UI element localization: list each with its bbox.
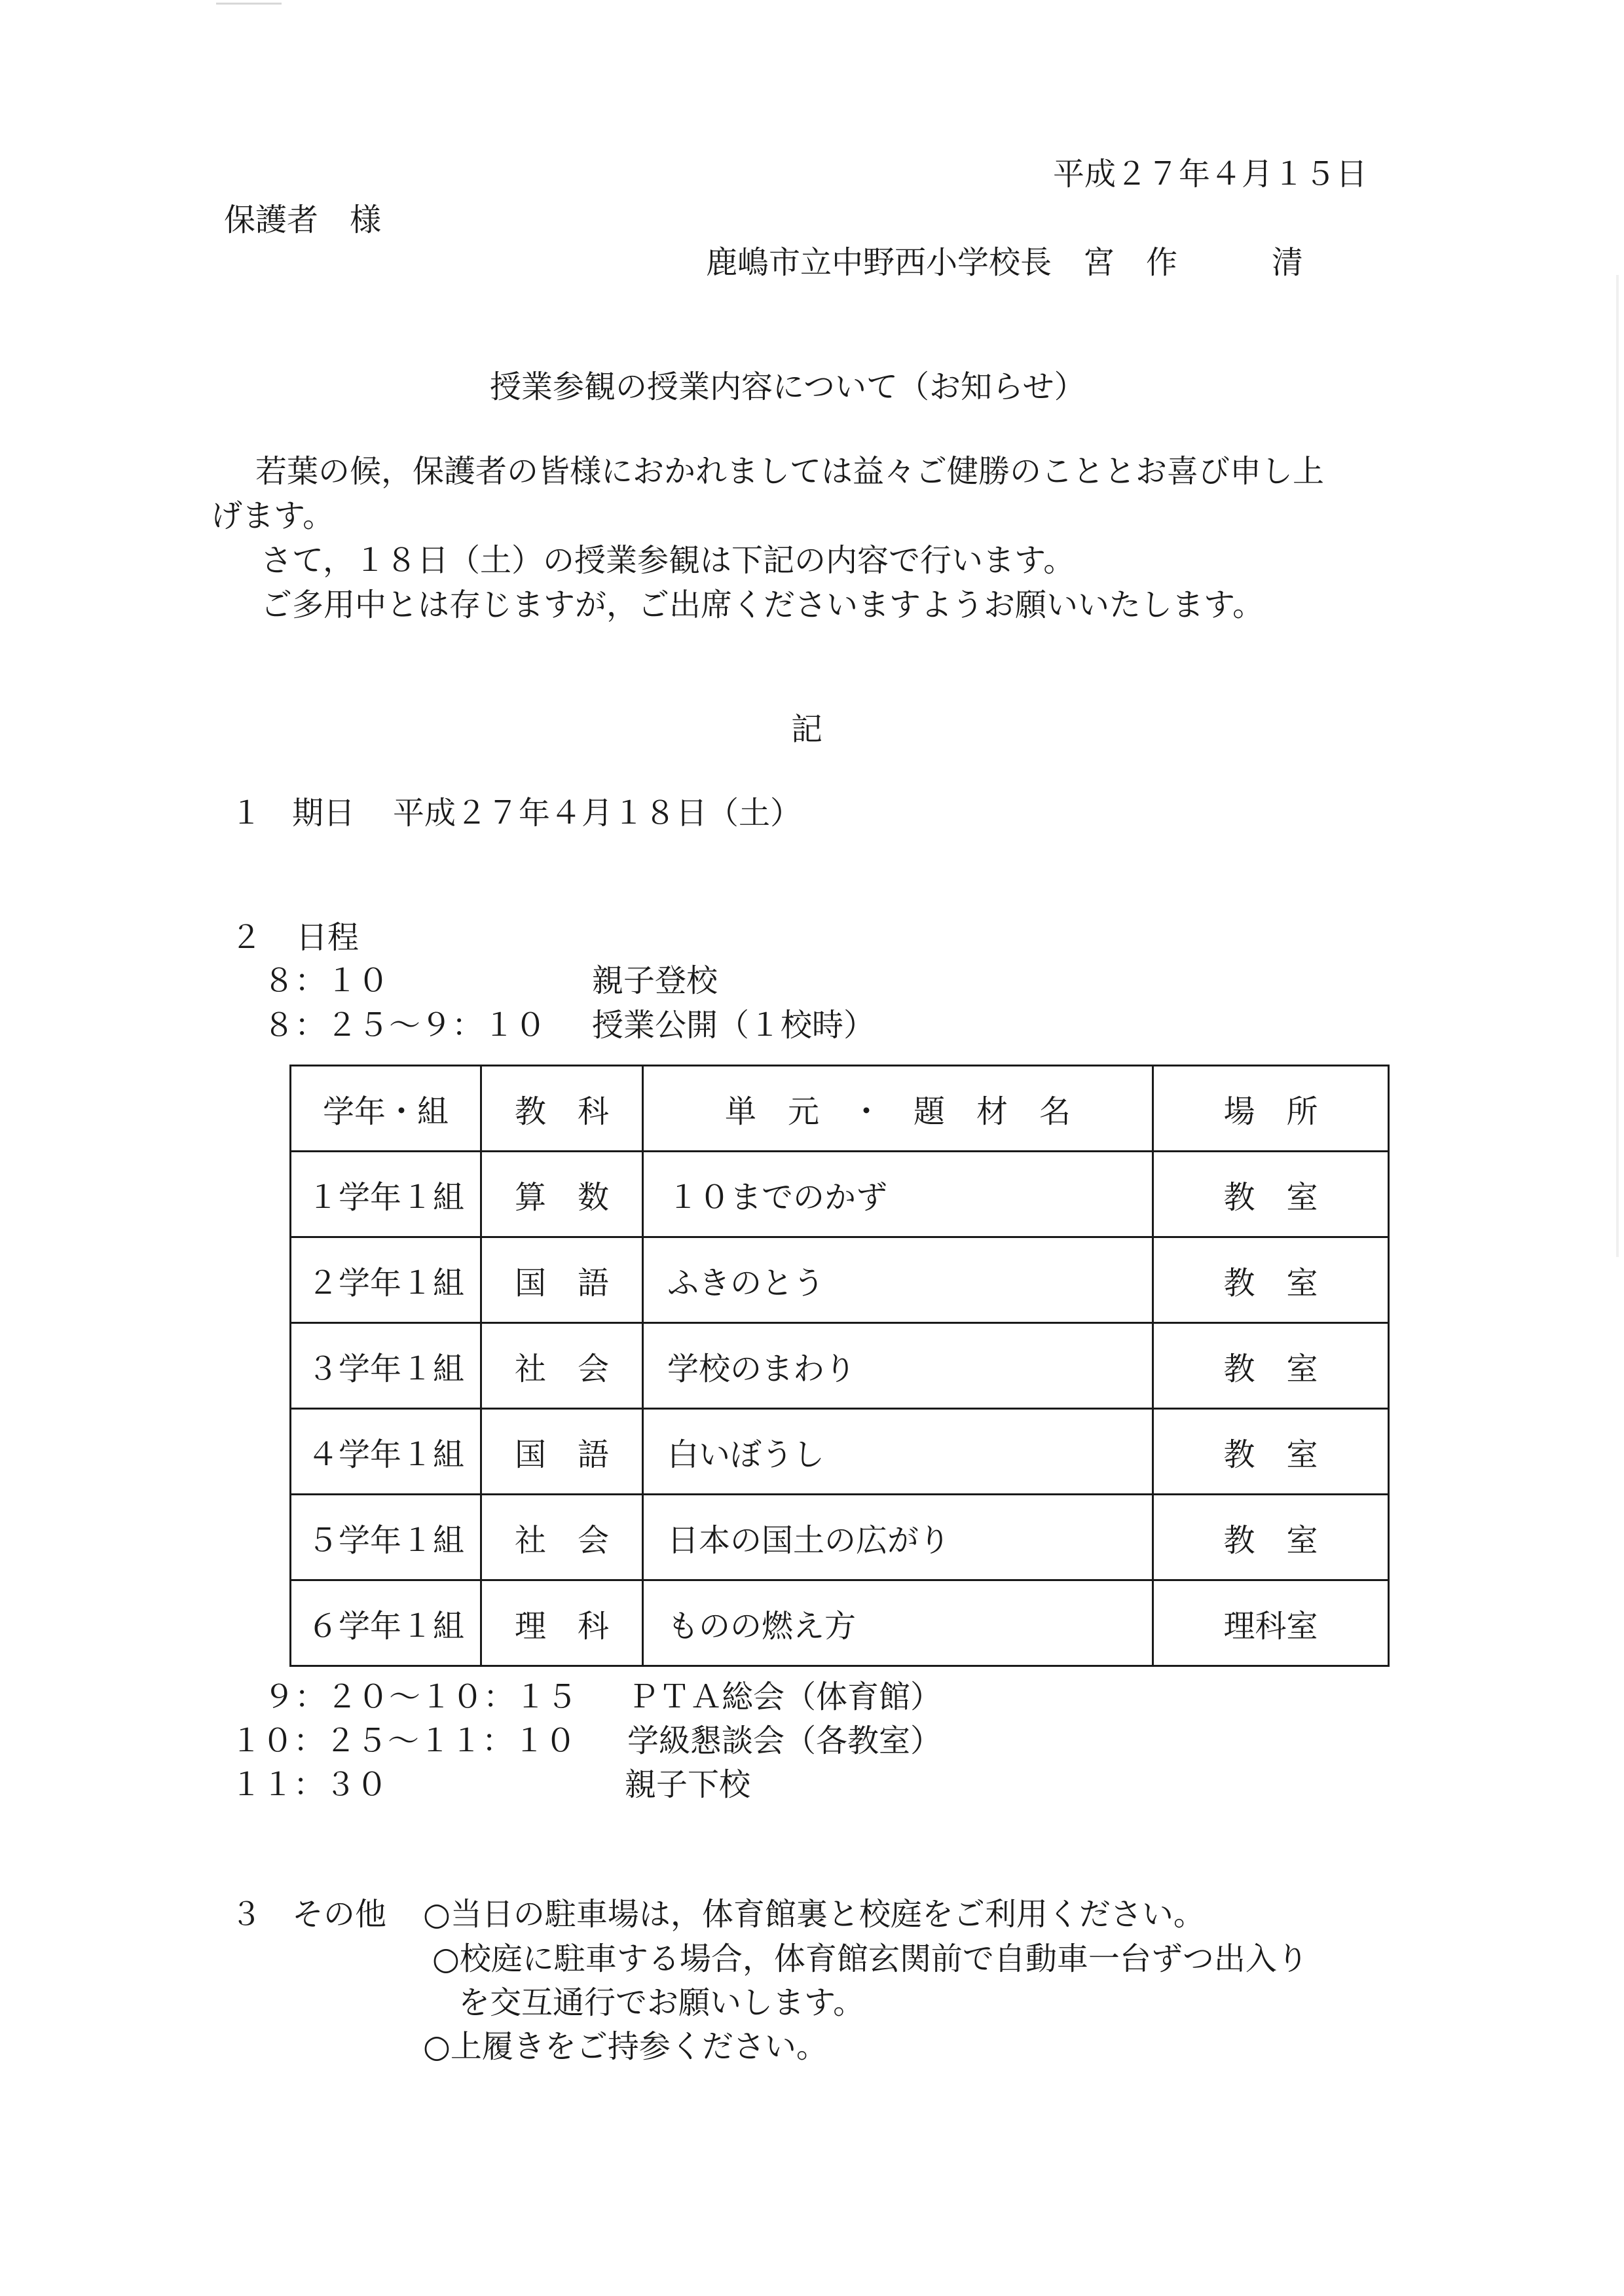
note-line: ○校庭に駐車する場合，体育館玄関前で自動車一台ずつ出入り bbox=[432, 1941, 1308, 1977]
cell-subject: 理 科 bbox=[481, 1580, 643, 1666]
table-header-row bbox=[291, 1066, 1389, 1152]
sender: 鹿嶋市立中野西小学校長 宮 作 清 bbox=[706, 244, 1304, 281]
schedule-time: ９：２０～１０：１５ bbox=[263, 1679, 578, 1715]
item2-number: ２ bbox=[231, 919, 263, 956]
table-row bbox=[291, 1495, 1389, 1580]
cell-class: ３学年１組 bbox=[291, 1323, 481, 1409]
cell-class: ５学年１組 bbox=[291, 1495, 481, 1580]
cell-subject: 社 会 bbox=[481, 1323, 643, 1409]
note-line: を交互通行でお願いします。 bbox=[458, 1984, 865, 2021]
table-row bbox=[291, 1152, 1389, 1237]
schedule-time: １１：３０ bbox=[231, 1766, 388, 1803]
table-row bbox=[291, 1580, 1389, 1666]
body-line-2: げます。 bbox=[211, 498, 335, 534]
body-line-4: ご多用中とは存じますが，ご出席くださいますようお願いいたします。 bbox=[261, 587, 1264, 623]
cell-unit: ものの燃え方 bbox=[643, 1580, 1153, 1666]
body-line-1: 若葉の候，保護者の皆様におかれましては益々ご健勝のこととお喜び申し上 bbox=[255, 453, 1325, 490]
recipient: 保護者 様 bbox=[224, 202, 382, 238]
cell-unit: 学校のまわり bbox=[643, 1323, 1153, 1409]
scan-edge bbox=[1616, 275, 1619, 1257]
cell-subject: 社 会 bbox=[481, 1495, 643, 1580]
cell-class: ４学年１組 bbox=[291, 1409, 481, 1495]
cell-subject: 算 数 bbox=[481, 1152, 643, 1237]
cell-class: １学年１組 bbox=[291, 1152, 481, 1237]
schedule-event: 授業公開（１校時） bbox=[592, 1007, 876, 1044]
scan-mark bbox=[216, 3, 282, 5]
body-line-3: さて，１８日（土）の授業参観は下記の内容で行います。 bbox=[261, 542, 1075, 579]
column-header-unit: 単 元 ・ 題 材 名 bbox=[643, 1066, 1153, 1152]
cell-place: 教 室 bbox=[1153, 1323, 1389, 1409]
schedule-time: ８：１０ bbox=[263, 962, 390, 999]
ki-heading: 記 bbox=[791, 711, 823, 748]
cell-unit: 白いぼうし bbox=[643, 1409, 1153, 1495]
schedule-time: ８：２５～９：１０ bbox=[263, 1007, 547, 1044]
class-schedule-table bbox=[289, 1065, 1390, 1667]
note-line: ○上履きをご持参ください。 bbox=[423, 2028, 828, 2065]
item3-label: その他 bbox=[292, 1896, 387, 1933]
cell-place: 理科室 bbox=[1153, 1580, 1389, 1666]
schedule-event: 学級懇談会（各教室） bbox=[627, 1722, 942, 1759]
cell-class: ６学年１組 bbox=[291, 1580, 481, 1666]
cell-place: 教 室 bbox=[1153, 1152, 1389, 1237]
cell-subject: 国 語 bbox=[481, 1409, 643, 1495]
cell-subject: 国 語 bbox=[481, 1237, 643, 1323]
table-row bbox=[291, 1409, 1389, 1495]
item1-value: 平成２７年４月１８日（土） bbox=[393, 795, 802, 831]
cell-unit: ふきのとう bbox=[643, 1237, 1153, 1323]
column-header-class: 学年・組 bbox=[291, 1066, 481, 1152]
item2-label: 日程 bbox=[296, 919, 360, 956]
table-row bbox=[291, 1323, 1389, 1409]
document-title: 授業参観の授業内容について（お知らせ） bbox=[490, 369, 1086, 405]
item1-label: 期日 bbox=[292, 795, 356, 831]
table-row bbox=[291, 1237, 1389, 1323]
document-date: 平成２７年４月１５日 bbox=[1053, 156, 1368, 192]
schedule-time: １０：２５～１１：１０ bbox=[231, 1722, 577, 1759]
schedule-event: 親子下校 bbox=[625, 1766, 751, 1803]
column-header-place: 場 所 bbox=[1153, 1066, 1389, 1152]
column-header-subject: 教 科 bbox=[481, 1066, 643, 1152]
cell-place: 教 室 bbox=[1153, 1237, 1389, 1323]
cell-unit: 日本の国土の広がり bbox=[643, 1495, 1153, 1580]
schedule-event: 親子登校 bbox=[592, 962, 718, 999]
cell-class: ２学年１組 bbox=[291, 1237, 481, 1323]
cell-unit: １０までのかず bbox=[643, 1152, 1153, 1237]
cell-place: 教 室 bbox=[1153, 1409, 1389, 1495]
cell-place: 教 室 bbox=[1153, 1495, 1389, 1580]
item3-number: ３ bbox=[231, 1896, 263, 1933]
item1-number: １ bbox=[231, 795, 263, 831]
note-line: ○当日の駐車場は，体育館裏と校庭をご利用ください。 bbox=[423, 1896, 1205, 1933]
schedule-event: ＰＴＡ総会（体育館） bbox=[627, 1679, 942, 1715]
